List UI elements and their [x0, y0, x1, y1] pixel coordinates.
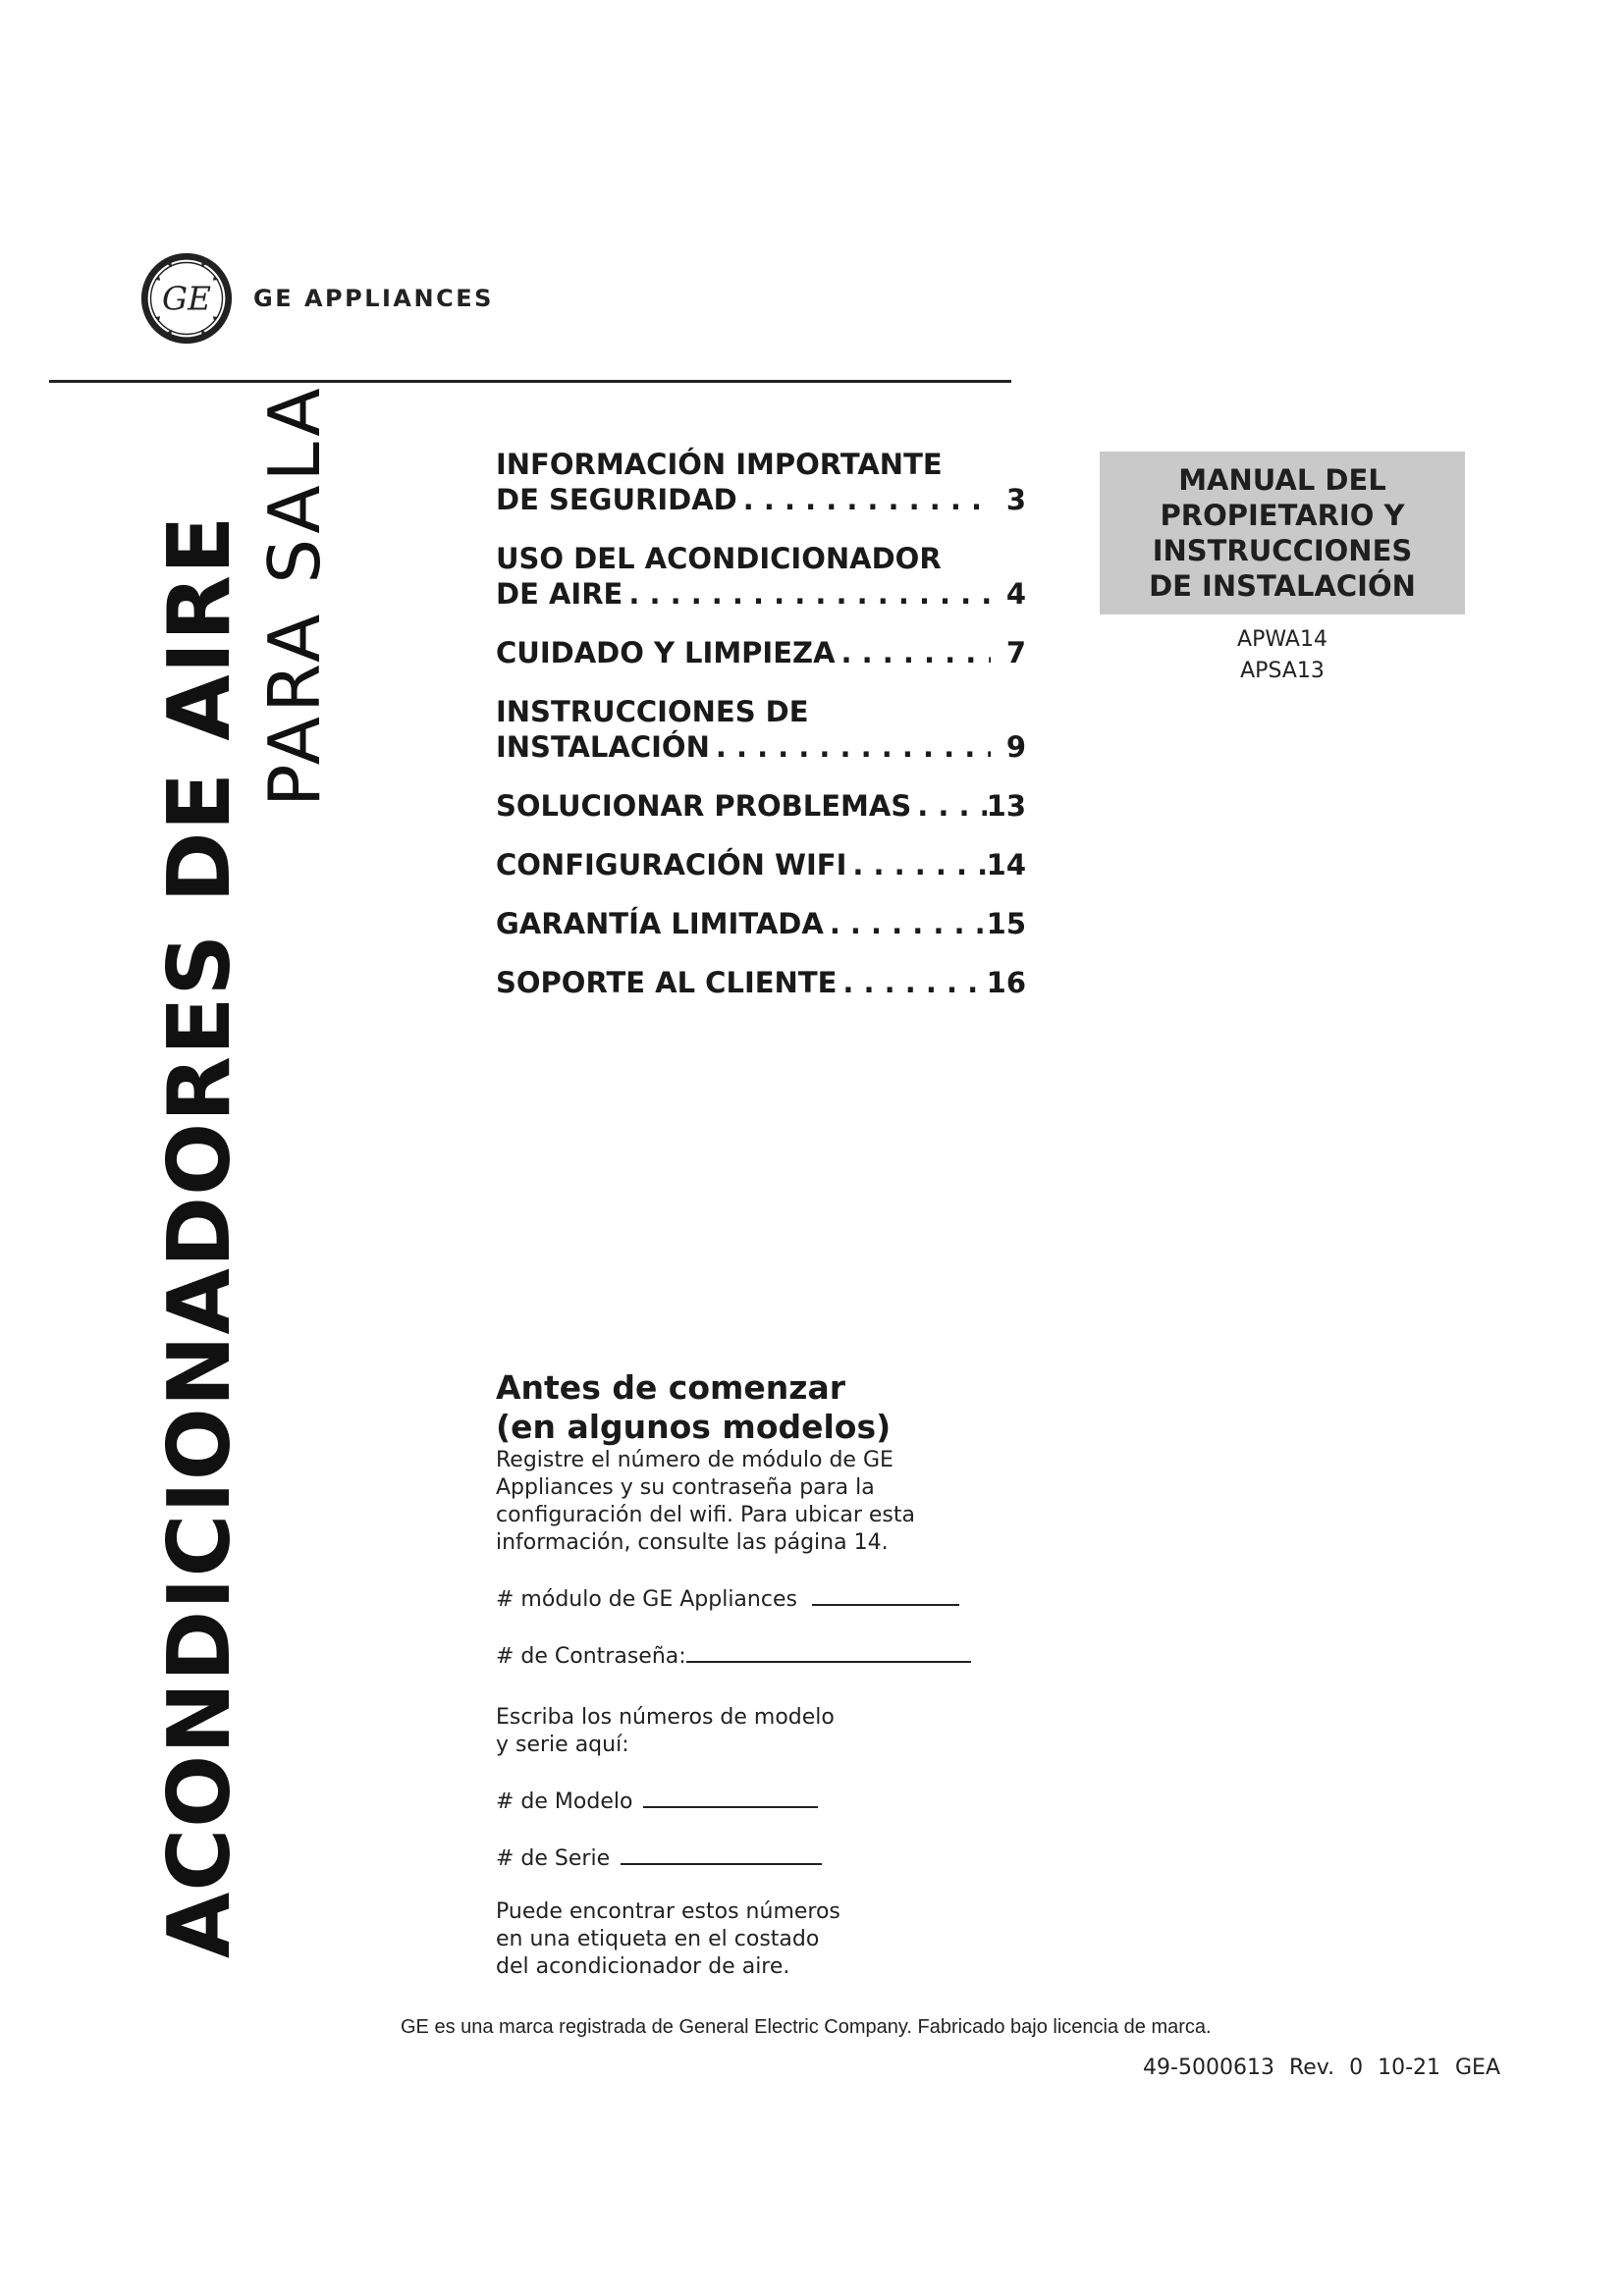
- serial-number-field[interactable]: # de Serie: [496, 1842, 1046, 1873]
- trademark-footnote: GE es una marca registrada de General Electric Company. Fabricado bajo licencia de marca.: [401, 2016, 1212, 2038]
- toc-item-uso[interactable]: USO DEL ACONDICIONADOR DE AIRE . . . 4: [496, 541, 1026, 612]
- toc-item-seguridad[interactable]: INFORMACIÓN IMPORTANTE DE SEGURIDAD . . . 3: [496, 447, 1026, 517]
- password-field[interactable]: # de Contraseña:: [496, 1639, 1046, 1671]
- model-number: APWA14: [1237, 627, 1327, 652]
- table-of-contents: [496, 447, 1026, 1024]
- section-heading: Antes de comenzar (en algunos modelos): [496, 1368, 892, 1446]
- toc-item-soporte[interactable]: SOPORTE AL CLIENTE . . . 16: [496, 965, 1026, 1000]
- ge-monogram-logo-icon: [139, 251, 234, 346]
- model-number-blank[interactable]: [643, 1785, 818, 1808]
- model-number: APSA13: [1240, 659, 1325, 683]
- toc-page-number: 13: [986, 789, 1026, 823]
- toc-page-number: 15: [986, 907, 1026, 940]
- manual-title-box: MANUAL DEL PROPIETARIO Y INSTRUCCIONES DE INSTALACIÓN: [1100, 452, 1465, 614]
- module-number-blank[interactable]: [812, 1582, 959, 1606]
- model-number-field[interactable]: # de Modelo: [496, 1785, 1046, 1816]
- toc-item-problemas[interactable]: SOLUCIONAR PROBLEMAS . . . 13: [496, 788, 1026, 824]
- module-number-field[interactable]: # módulo de GE Appliances: [496, 1582, 1046, 1614]
- label-location-text: Puede encontrar estos números en una etiqueta en el costado del acondicionador de aire.: [496, 1899, 840, 1979]
- toc-page-number: 9: [1005, 730, 1026, 764]
- toc-item-instalacion[interactable]: INSTRUCCIONES DE INSTALACIÓN . . . 9: [496, 694, 1026, 765]
- brand-name: GE APPLIANCES: [253, 285, 494, 312]
- document-number: 49-5000613 Rev. 0 10-21 GEA: [1143, 2056, 1500, 2080]
- toc-page-number: 4: [1005, 577, 1026, 611]
- wifi-intro-text: Registre el número de módulo de GE Appliances y su contraseña para la configuración del wifi. Para ubicar esta información, consulte las página 14.: [496, 1448, 915, 1555]
- toc-page-number: 3: [1005, 483, 1026, 516]
- header-divider: [49, 380, 1011, 383]
- toc-item-wifi[interactable]: CONFIGURACIÓN WIFI . . . 14: [496, 847, 1026, 882]
- vertical-subtitle: PARA SALA: [253, 384, 336, 807]
- toc-page-number: 7: [1005, 636, 1026, 669]
- toc-page-number: 16: [986, 966, 1026, 999]
- vertical-title: ACONDICIONADORES DE AIRE: [149, 514, 249, 1958]
- toc-page-number: 14: [986, 848, 1026, 881]
- password-blank[interactable]: [686, 1639, 971, 1663]
- toc-item-cuidado[interactable]: CUIDADO Y LIMPIEZA . . . 7: [496, 635, 1026, 670]
- serial-intro-text: Escriba los números de modelo y serie aquí:: [496, 1705, 835, 1757]
- serial-number-blank[interactable]: [621, 1842, 822, 1865]
- model-list: [1100, 624, 1465, 687]
- before-you-start-section: [496, 1368, 1046, 1981]
- svg-text:GE: GE: [162, 280, 211, 318]
- toc-item-garantia[interactable]: GARANTÍA LIMITADA . . . 15: [496, 906, 1026, 941]
